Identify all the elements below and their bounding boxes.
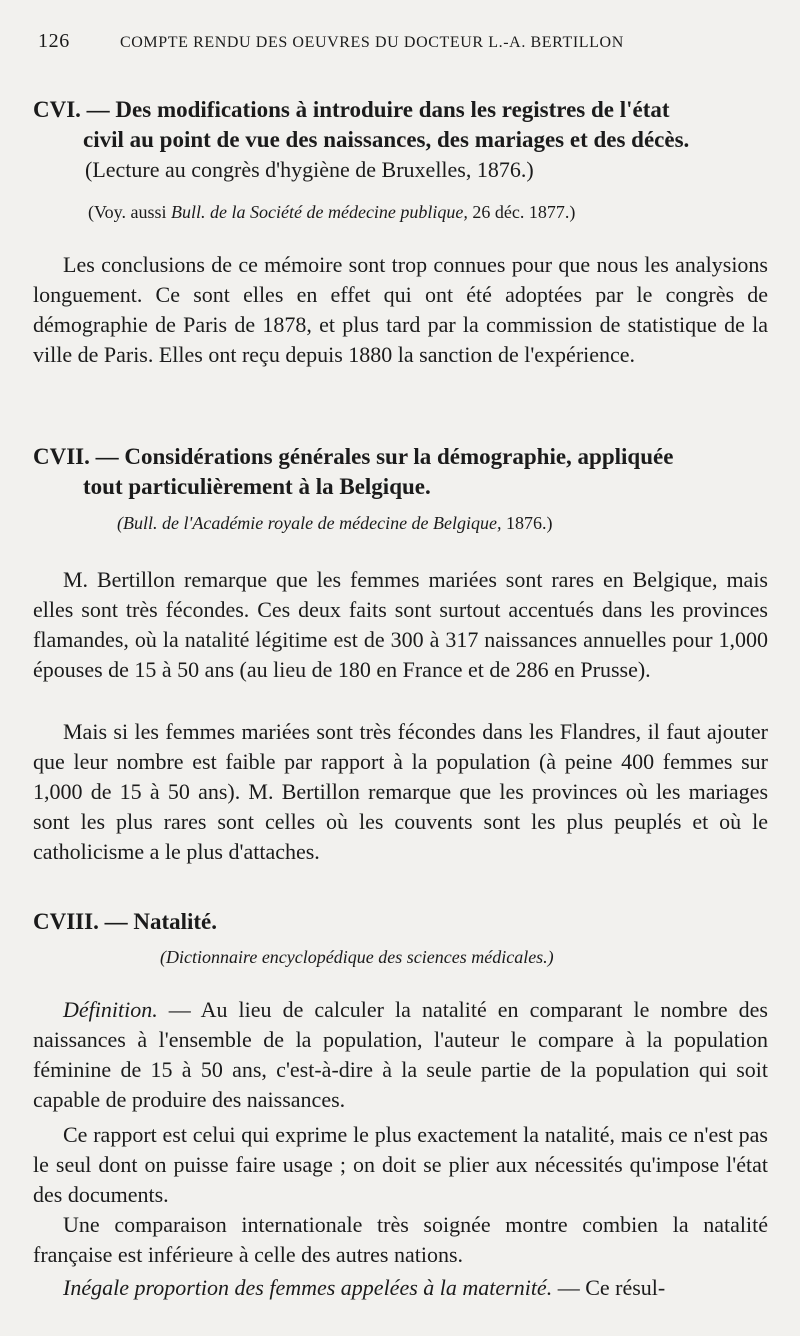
paragraph-lead: Définition. [63, 997, 158, 1022]
citation: (Dictionnaire encyclopédique des sciences médicales.) [160, 947, 554, 967]
section-title-line: — Natalité. [104, 909, 217, 934]
section-title-line: — Considérations générales sur la démographie, appliquée [95, 444, 674, 469]
section-heading-cvi [33, 95, 768, 155]
section-heading-cviii [33, 907, 768, 937]
paragraph: Ce rapport est celui qui exprime le plus exactement la natalité, mais ce n'est pas le seul dont on puisse faire usage ; on doit se plier aux nécessités qu'impose l'état des documents. [33, 1122, 768, 1207]
section-title-line: civil au point de vue des naissances, des mariages et des décès. [83, 127, 690, 152]
section-title-line: tout particulièrement à la Belgique. [83, 474, 431, 499]
paragraph: Mais si les femmes mariées sont très fécondes dans les Flandres, il faut ajouter que leur nombre est faible par rapport à la population (à peine 400 femmes sur 1,000 de 15 à 50 ans). M. Bertillon remarque que les provinces où les mariages sont les plus rares sont celles où les couvents sont les plus peuplés et où le catholicisme a le plus d'attaches. [33, 719, 768, 864]
section-id: CVI. [33, 97, 81, 122]
citation: (Bull. de l'Académie royale de médecine de Belgique, 1876.) [117, 513, 553, 533]
page-number: 126 [38, 30, 70, 52]
section-heading-cvii [33, 442, 768, 502]
paragraph: Définition. — Au lieu de calculer la natalité en comparant le nombre des naissances à l'ensemble de la population, l'auteur le compare à la population féminine de 15 à 50 ans, c'est-à-dire à la seule partie de la population qui soit capable de produire des naissances. [33, 997, 768, 1112]
paragraph: Une comparaison internationale très soignée montre combien la natalité française est inférieure à celle des autres nations. [33, 1212, 768, 1267]
paragraph-lead: Inégale proportion des femmes appelées à la maternité. [63, 1275, 553, 1300]
running-title: COMPTE RENDU DES OEUVRES DU DOCTEUR L.-A. BERTILLON [120, 34, 624, 51]
section-id: CVII. [33, 444, 90, 469]
section-subtitle: (Lecture au congrès d'hygiène de Bruxelles, 1876.) [85, 157, 534, 182]
citation: (Voy. aussi Bull. de la Société de médecine publique, 26 déc. 1877.) [88, 202, 576, 222]
paragraph: Les conclusions de ce mémoire sont trop connues pour que nous les analysions longuement. Ce sont elles en effet qui ont été adoptées par le congrès de démographie de Paris de 1878, et plus tard par la commission de statistique de la ville de Paris. Elles ont reçu depuis 1880 la sanction de l'expérience. [33, 252, 768, 367]
section-title-line: — Des modifications à introduire dans les registres de l'état [86, 97, 670, 122]
paragraph: M. Bertillon remarque que les femmes mariées sont rares en Belgique, mais elles sont très fécondes. Ces deux faits sont surtout accentués dans les provinces flamandes, où la natalité légitime est de 300 à 317 naissances annuelles pour 1,000 épouses de 15 à 50 ans (au lieu de 180 en France et de 286 en Prusse). [33, 567, 768, 682]
running-header [38, 30, 763, 60]
section-id: CVIII. [33, 909, 99, 934]
paragraph: Inégale proportion des femmes appelées à la maternité. — Ce résul- [63, 1275, 666, 1300]
